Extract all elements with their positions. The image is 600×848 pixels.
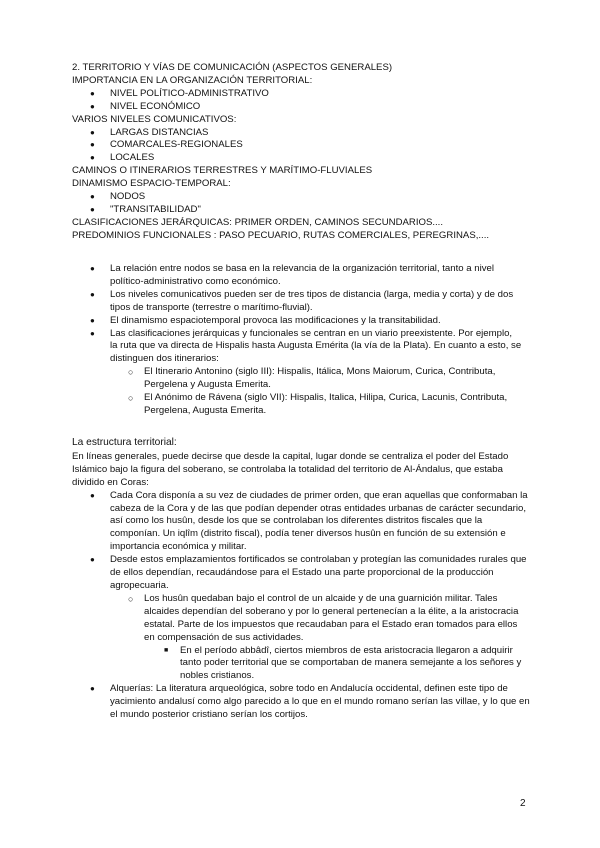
summary-list [72, 263, 547, 418]
list-item: ● COMARCALES-REGIONALES [90, 139, 243, 151]
niveles-heading: VARIOS NIVELES COMUNICATIVOS: [72, 113, 237, 125]
bullet-icon: ● [90, 289, 95, 299]
list-item: ● NIVEL ECONÓMICO [90, 100, 201, 112]
estructura-section [72, 437, 547, 722]
bullet-icon: ● [90, 88, 95, 98]
list-subitem: ○ Los husûn quedaban bajo el control de un alcaide y de una guarnición militar. Tales alcaides dependían del soberano y por lo general pertenecían a la élite, a la aristocracia estatal. Parte de los impuestos que recaudaban para el Estado eran tomados para ellos en compensación de sus actividades. [128, 592, 519, 643]
bullet-icon: ● [90, 555, 95, 565]
dinamismo-heading: DINAMISMO ESPACIO-TEMPORAL: [72, 178, 231, 190]
list-item: ● NODOS [90, 191, 146, 203]
list-item: ● La relación entre nodos se basa en la relevancia de la organización territorial, tanto a nivel político-administrativo como económico. [90, 263, 494, 287]
bullet-icon: ● [90, 264, 95, 273]
intro-line: En líneas generales, puede decirse que desde la capital, lugar donde se centraliza el poder del Estado [72, 450, 509, 462]
bullet-icon: ● [90, 328, 95, 338]
list-subitem: ○ El Anónimo de Rávena (siglo VII): Hispalis, Italica, Hilipa, Curica, Lacunis, Contributa, Pergelena, Augusta Emerita. [128, 392, 508, 416]
estructura-heading: La estructura territorial: [72, 437, 177, 448]
section-header [72, 62, 547, 243]
list-item: ● Alquerías: La literatura arqueológica, sobre todo en Andalucía occidental, definen este tipo de yacimiento andalusí como algo parecido a lo que en el mundo romano serían las villae, y lo que en el mundo posterior cristiano serían los cortijos. [90, 683, 530, 721]
section-title: 2. TERRITORIO Y VÍAS DE COMUNICACIÓN (ASPECTOS GENERALES) [72, 62, 393, 73]
bullet-icon: ● [90, 684, 95, 694]
predominios-heading: PREDOMINIOS FUNCIONALES : PASO PECUARIO, RUTAS COMERCIALES, PEREGRINAS,.... [72, 229, 490, 241]
bullet-icon: ● [90, 140, 95, 150]
square-bullet-icon: ■ [164, 646, 169, 654]
bullet-icon: ● [90, 490, 95, 500]
bullet-icon: ● [90, 127, 95, 137]
intro-line: Islámico bajo la figura del soberano, se controlaba la totalidad del territorio de Al-Ándalus, que estaba [72, 463, 503, 475]
list-item: ● El dinamismo espaciotemporal provoca las modificaciones y la transitabilidad. [90, 314, 441, 326]
list-item: ● NIVEL POLÍTICO-ADMINISTRATIVO [90, 87, 269, 99]
list-subitem: ○ El Itinerario Antonino (siglo III): Hispalis, Itálica, Mons Maiorum, Curica, Contributa, Pergelena y Augusta Emerita. [128, 366, 496, 391]
circle-bullet-icon: ○ [128, 393, 134, 404]
bullet-icon: ● [90, 315, 95, 325]
clasificaciones-heading: CLASIFICACIONES JERÁRQUICAS: PRIMER ORDEN, CAMINOS SECUNDARIOS.... [72, 216, 444, 228]
list-subsubitem: ■ En el período abbâdî, ciertos miembros de esta aristocracia llegaron a adquirir tanto poder territorial que se comportaban de manera semejante a los señores y nobles cristianos. [164, 644, 522, 682]
caminos-heading: CAMINOS O ITINERARIOS TERRESTRES Y MARÍTIMO-FLUVIALES [72, 165, 373, 177]
list-item: ● LARGAS DISTANCIAS [90, 126, 209, 138]
list-item: ● Desde estos emplazamientos fortificados se controlaban y protegían las comunidades rurales que de ellos dependían, recaudándose para el Estado una parte proporcional de la producción agropecuaria. [90, 554, 527, 591]
page-number: 2 [520, 798, 526, 809]
list-item: ● Los niveles comunicativos pueden ser de tres tipos de distancia (larga, media y corta) y de dos tipos de transporte (terrestre o marítimo-fluvial). [90, 288, 514, 313]
list-item: ● "TRANSITABILIDAD" [90, 203, 201, 215]
list-item: ● Cada Cora disponía a su vez de ciudades de primer orden, que eran aquellas que conformaban la cabeza de la Cora y de las que podían depender otras entidades urbanas de carácter secundario, así como los husûn, desde los que se controlaban los diferentes distritos fiscales que la componían. Un iqlîm (distrito fiscal), podía tener diversos husûn en función de su extensión e importancia económica y militar. [90, 489, 528, 553]
bullet-icon: ● [90, 192, 95, 202]
bullet-icon: ● [90, 101, 95, 111]
list-item: ● Las clasificaciones jerárquicas y funcionales se centran en un viario preexistente. Por ejemplo, la ruta que va directa de Hispalis hasta Augusta Emérita (la vía de la Plata). En cuanto a esto, se distinguen dos itinerarios: [90, 327, 522, 365]
list-item: ● LOCALES [90, 152, 155, 164]
intro-line: dividido en Coras: [72, 476, 149, 488]
circle-bullet-icon: ○ [128, 593, 134, 604]
bullet-icon: ● [90, 153, 95, 163]
bullet-icon: ● [90, 204, 95, 214]
importancia-heading: IMPORTANCIA EN LA ORGANIZACIÓN TERRITORIAL: [72, 74, 313, 86]
circle-bullet-icon: ○ [128, 367, 134, 378]
